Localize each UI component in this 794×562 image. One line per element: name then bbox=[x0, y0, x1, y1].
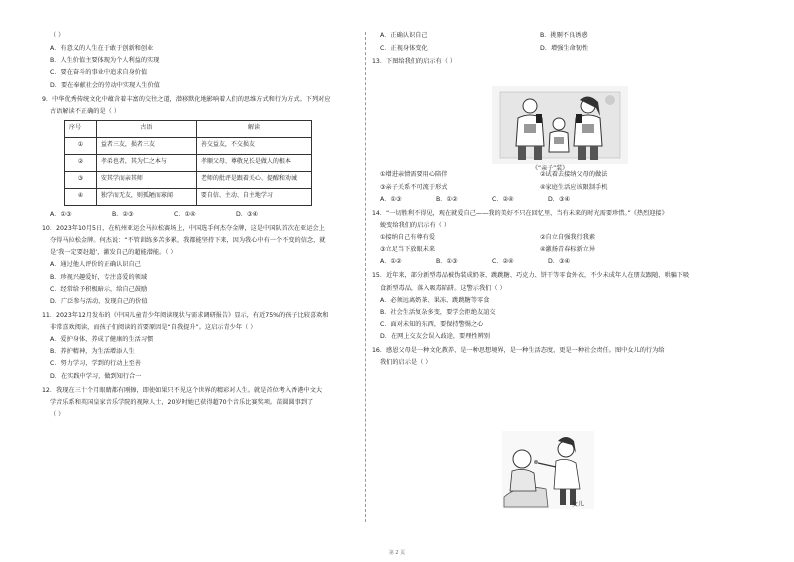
q8-option-a: A．有意义的人生在于敢于创新和创业 bbox=[50, 45, 154, 53]
q10-option-a: A．通过他人评价的正确认识自己 bbox=[50, 261, 141, 269]
q16-stem-line2: 我们的启示是（ ） bbox=[380, 359, 432, 367]
q16-figure-signature: 女儿 bbox=[572, 501, 585, 508]
q9-header-no: 序号 bbox=[65, 120, 97, 137]
q9-option-b: B．②③ bbox=[112, 210, 134, 218]
q14-option-d: D．③④ bbox=[548, 258, 571, 266]
q9-option-d: D．③④ bbox=[236, 210, 259, 218]
q15-option-a: A．必须远离奶茶、果冻、跳跳糖等零食 bbox=[380, 296, 490, 304]
q13-options bbox=[380, 196, 710, 203]
q15-stem-line1: 15．近年来，部分新型毒品被伪装成奶茶、跳跳糖、巧克力、饼干等零食外衣，不少未成年人在朋友跟随、哄骗下吸 bbox=[372, 272, 690, 280]
q13-statement-4: ④家庭生活应该限制手机 bbox=[540, 183, 608, 191]
q9-cell: ② bbox=[65, 154, 97, 171]
q9-cell: 独学而无友，则孤陋而寡闻 bbox=[96, 188, 196, 205]
table-row bbox=[65, 188, 312, 205]
q11-stem-line2: 非常喜欢阅读，而孩子们阅读的首要原因是“自我提升”。这启示青少年（ ） bbox=[50, 324, 257, 331]
q13-statements-row2 bbox=[380, 184, 710, 191]
q9-cell: 益者三友，损者三友 bbox=[96, 137, 196, 154]
q10-option-d: D．广泛参与活动，发现自己的价值 bbox=[50, 297, 148, 305]
q14-statement-4: ④激扬青春标新立异 bbox=[540, 246, 596, 254]
q9-table bbox=[64, 120, 312, 206]
q9-stem-line1: 9．中华优秀传统文化中蕴含着丰富的交往之道，潜移默化地影响着人们的思维方式和行为方式。下列对应 bbox=[42, 95, 331, 103]
q9-option-c: C．①④ bbox=[174, 210, 196, 218]
q13-figure-caption: 《“亲子”装》 bbox=[532, 165, 569, 172]
q9-cell: ① bbox=[65, 137, 97, 154]
column-divider bbox=[365, 32, 366, 522]
q11-option-a: A．爱护身体，养成了健康的生活习惯 bbox=[50, 336, 154, 344]
q10-stem-line2: 夺得马拉松金牌。何杰说：“不管训练多苦多累，我都能坚持下来，因为我心中有一个不变的信念，就 bbox=[50, 237, 326, 245]
q13-statement-1: ①增进亲情需要用心陪伴 bbox=[380, 171, 448, 179]
q12-option-c: C．正视身体变化 bbox=[380, 45, 428, 53]
q13-option-b: B．①② bbox=[436, 195, 458, 203]
q12-stem-line3: （ ） bbox=[50, 410, 65, 418]
q9-cell: ④ bbox=[65, 188, 97, 205]
q11-option-c: C．努力学习，学到的行动上至善 bbox=[50, 360, 141, 368]
q9-cell: 孝弟也者，其为仁之本与 bbox=[96, 154, 196, 171]
right-column bbox=[372, 32, 710, 366]
q9-table-header bbox=[65, 120, 312, 137]
q9-header-quote: 古语 bbox=[96, 120, 196, 137]
q14-statements-row2 bbox=[380, 246, 710, 253]
q13-option-a: A．①③ bbox=[380, 195, 402, 203]
q8-option-d: D．要在奉献社会的劳动中实现人生价值 bbox=[50, 81, 160, 89]
q14-option-a: A．①② bbox=[380, 258, 402, 266]
q12-options-row1 bbox=[380, 32, 710, 39]
q9-cell: 安其学而亲其师 bbox=[96, 171, 196, 188]
q12-stem-line1: 12．我现在三十个月眼睛都有刚擦，即使如果只不见这个世界的精彩对人生。就是首位考入香港中文大 bbox=[42, 386, 323, 394]
q15-stem-line2: 食新型毒品，落入吸毒陷阱。这警示我们（ ） bbox=[380, 284, 506, 292]
q11-option-d: D．在实践中学习，做到知行合一 bbox=[50, 372, 142, 380]
q9-header-interpretation: 解读 bbox=[196, 120, 311, 137]
q13-stem: 13．下图给我们的启示有（ ） bbox=[372, 58, 457, 66]
q14-statement-3: ③立足当下放眼未来 bbox=[380, 246, 436, 254]
q14-stem-line2: 蜕变给我们的启示有（ ） bbox=[380, 221, 451, 229]
q10-option-c: C．经常给予积极暗示，给自己鼓励 bbox=[50, 285, 148, 293]
q8-option-b: B．人生价值主要体现为个人利益的实现 bbox=[50, 57, 160, 65]
q16-stem-line1: 16．感恩父母是一种文化教养，是一种思想境界，是一种生活态度，更是一种社会责任。图中女儿的行为给 bbox=[372, 347, 665, 355]
q10-stem-line3: 是‘我一定要赶超’，激发自己的超能潜能。（ ） bbox=[50, 249, 177, 257]
table-row bbox=[65, 154, 312, 171]
q15-option-b: B．社会生活复杂多变，要学会拒绝友誼交 bbox=[380, 308, 496, 316]
q15-option-c: C．面对未知的东西，要保持警惕之心 bbox=[380, 320, 484, 328]
q9-stem-line2: 古语解读不正确的是（ ） bbox=[50, 107, 121, 115]
q11-option-b: B．养护精神，为生活增添人生 bbox=[50, 348, 135, 356]
q14-statements-row1 bbox=[380, 234, 710, 241]
q10-stem-line1: 10．2023年10月5日，在杭州亚运会马拉松赛场上，中国选手何杰夺金牌，这是中国队首次在亚运会上 bbox=[42, 225, 325, 232]
q10-option-b: B．珍视兴趣爱好，专注喜爱的领域 bbox=[50, 273, 148, 281]
q8-blank: （ ） bbox=[50, 32, 65, 39]
q9-cell: 善交益友，不交损友 bbox=[196, 137, 311, 154]
q9-cell: 老师的批评是跟着关心、提醒和劝诫 bbox=[196, 171, 311, 188]
q14-options bbox=[380, 258, 710, 265]
q12-option-d: D．增强生命韧性 bbox=[540, 45, 589, 53]
left-column bbox=[42, 32, 342, 418]
q13-option-c: C．②④ bbox=[492, 195, 514, 203]
table-row bbox=[65, 137, 312, 154]
table-row bbox=[65, 171, 312, 188]
q13-option-d: D．③④ bbox=[548, 195, 571, 203]
page-footer: 第 2 页 bbox=[388, 550, 406, 557]
q12-option-b: B．挑剔不良诱惑 bbox=[540, 32, 588, 39]
q13-family-cartoon bbox=[492, 86, 628, 164]
q12-stem-line2: 学音乐系和英国皇家音乐学院的视障人士，20岁时她已获得超70个音乐比赛奖项。苗圆圆事到了 bbox=[50, 398, 314, 406]
q14-statement-1: ①接纳自己有尊有爱 bbox=[380, 234, 436, 241]
q8-option-c: C．要在奋斗的事业中追求自身价值 bbox=[50, 69, 148, 77]
q14-stem-line1: 14．“一切胜利不得见，观在就爱自己——我的美好不只在回忆里，当有未来的时光需要珍惜。”《热烈迎接》 bbox=[372, 209, 668, 217]
q12-options-row2 bbox=[380, 45, 710, 52]
q14-option-c: C．②④ bbox=[492, 258, 514, 266]
q9-cell: 孝顺父母、尊敬兄长是做人的根本 bbox=[196, 154, 311, 171]
q9-options bbox=[50, 211, 342, 218]
q14-option-b: B．①③ bbox=[436, 258, 458, 266]
q13-statement-3: ③亲子关系不可流于形式 bbox=[380, 183, 448, 191]
q12-option-a: A．正确认识自己 bbox=[380, 32, 428, 39]
q9-option-a: A．①③ bbox=[50, 210, 72, 218]
q15-option-d: D．在网上交友会误入歧途，要理性辨别 bbox=[380, 333, 490, 340]
q11-stem-line1: 11．2023年12月发布的《中国儿童青少年阅读现状与需求调研报告》显示，有近75%的孩子比较喜欢和 bbox=[42, 311, 329, 319]
q9-cell: ③ bbox=[65, 171, 97, 188]
q13-statement-2: ②试着去接纳父母的做法 bbox=[540, 171, 608, 179]
q14-statement-2: ②自立自强我行我素 bbox=[540, 234, 596, 241]
q9-cell: 要自信、主动、自主地学习 bbox=[196, 188, 311, 205]
